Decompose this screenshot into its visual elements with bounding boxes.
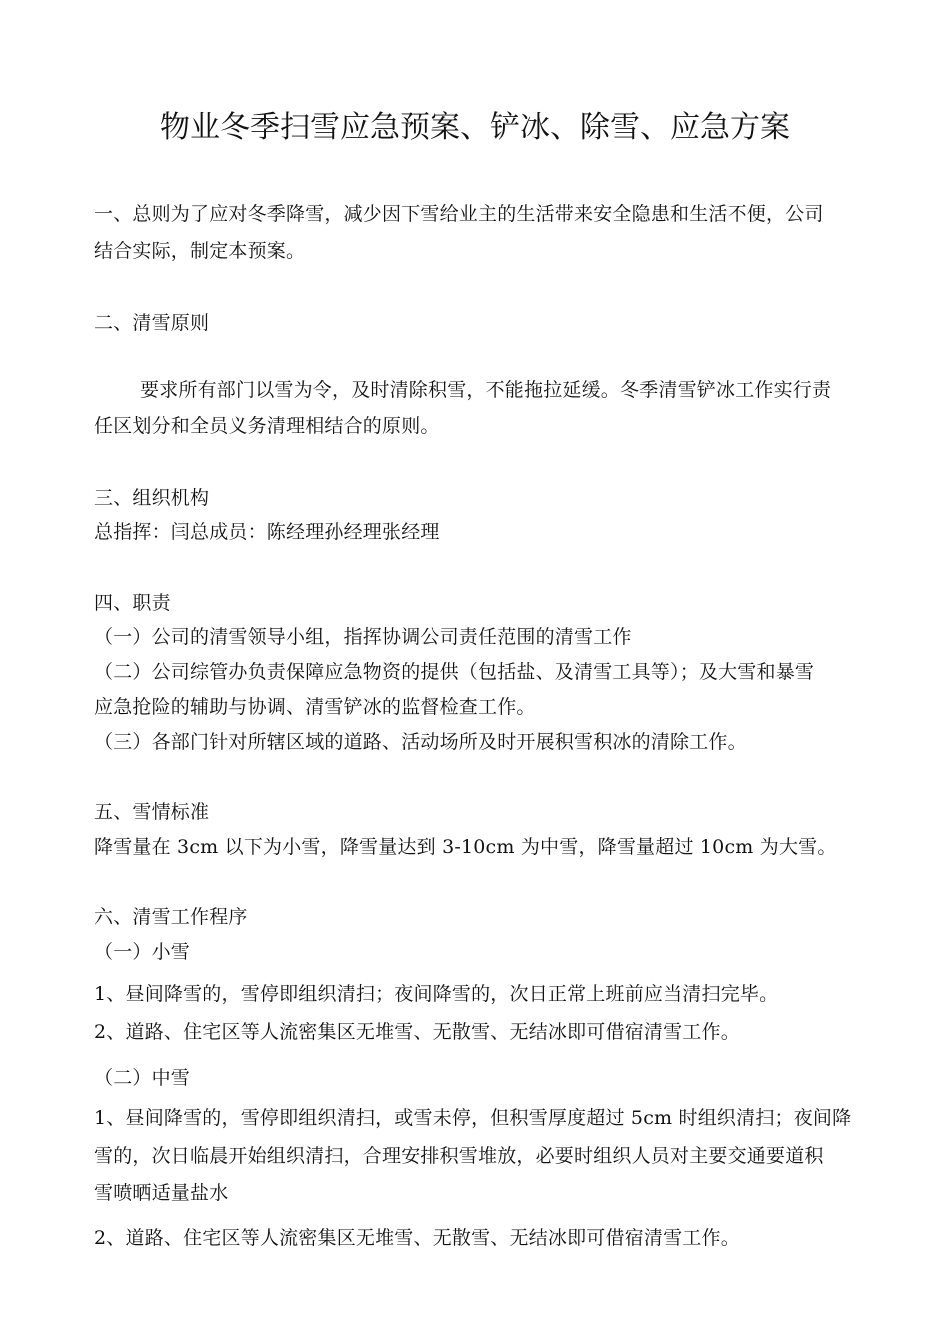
paragraph-general-line-1: 一、总则为了应对冬季降雪，减少因下雪给业主的生活带来安全隐患和生活不便，公司 xyxy=(94,203,824,225)
light-snow-item-1: 1、昼间降雪的，雪停即组织清扫；夜间降雪的，次日正常上班前应当清扫完毕。 xyxy=(94,983,779,1005)
paragraph-general-line-2: 结合实际，制定本预案。 xyxy=(94,240,306,262)
paragraph-organization: 总指挥：闫总成员：陈经理孙经理张经理 xyxy=(94,521,440,543)
duty-item-3: （三）各部门针对所辖区域的道路、活动场所及时开展积雪积冰的清除工作。 xyxy=(94,731,747,753)
section-heading-duties: 四、职责 xyxy=(94,592,171,614)
paragraph-principles-line-2: 任区划分和全员义务清理相结合的原则。 xyxy=(94,415,440,437)
section-heading-organization: 三、组织机构 xyxy=(94,487,210,509)
paragraph-snow-standard: 降雪量在 3cm 以下为小雪，降雪量达到 3-10cm 为中雪，降雪量超过 10cm 为大雪。 xyxy=(94,836,837,858)
paragraph-principles-line-1: 要求所有部门以雪为令，及时清除积雪，不能拖拉延缓。冬季清雪铲冰工作实行责 xyxy=(140,379,832,401)
document-title: 物业冬季扫雪应急预案、铲冰、除雪、应急方案 xyxy=(160,110,790,145)
section-heading-snow-standard: 五、雪情标准 xyxy=(94,801,210,823)
moderate-snow-item-1-line-3: 雪喷晒适量盐水 xyxy=(94,1182,229,1204)
section-heading-principles: 二、清雪原则 xyxy=(94,312,210,334)
subheading-light-snow: （一）小雪 xyxy=(94,941,191,963)
section-heading-procedure: 六、清雪工作程序 xyxy=(94,906,248,928)
duty-item-2-line-2: 应急抢险的辅助与协调、清雪铲冰的监督检查工作。 xyxy=(94,696,536,718)
subheading-moderate-snow: （二）中雪 xyxy=(94,1067,191,1089)
moderate-snow-item-1-line-2: 雪的，次日临晨开始组织清扫，合理安排积雪堆放，必要时组织人员对主要交通要道积 xyxy=(94,1145,824,1167)
duty-item-1: （一）公司的清雪领导小组，指挥协调公司责任范围的清雪工作 xyxy=(94,626,632,648)
moderate-snow-item-1-line-1: 1、昼间降雪的，雪停即组织清扫，或雪未停，但积雪厚度超过 5cm 时组织清扫；夜间降 xyxy=(94,1107,852,1129)
duty-item-2-line-1: （二）公司综管办负责保障应急物资的提供（包括盐、及清雪工具等）；及大雪和暴雪 xyxy=(94,661,815,683)
moderate-snow-item-2: 2、道路、住宅区等人流密集区无堆雪、无散雪、无结冰即可借宿清雪工作。 xyxy=(94,1227,740,1249)
light-snow-item-2: 2、道路、住宅区等人流密集区无堆雪、无散雪、无结冰即可借宿清雪工作。 xyxy=(94,1021,740,1043)
